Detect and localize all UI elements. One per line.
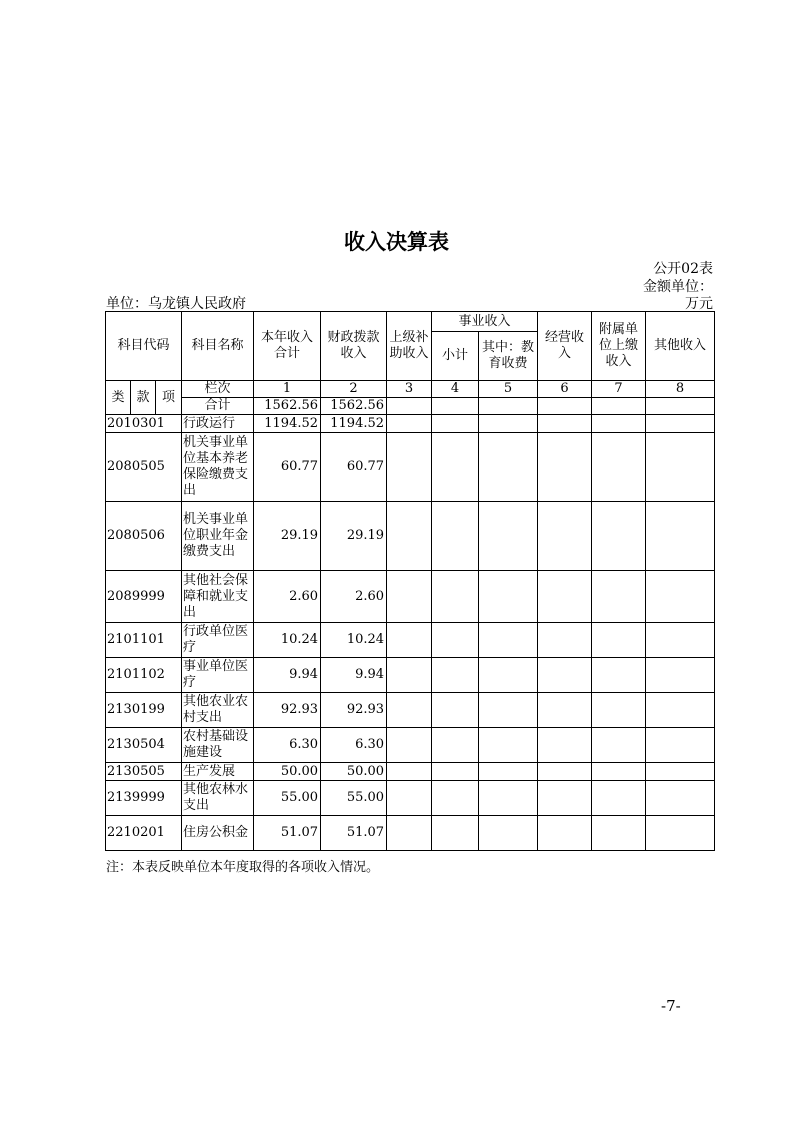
fiscal-allocation-value: 1194.52 [321,415,387,433]
header-operating-income: 经营收入 [538,312,592,381]
table-row [106,571,715,623]
subject-code: 2010301 [106,415,182,433]
subject-code: 2089999 [106,571,182,623]
subject-name: 机关事业单位职业年金缴费支出 [182,502,254,571]
total-income-value: 2.60 [254,571,321,623]
header-superior-subsidy: 上级补助收入 [387,312,432,381]
subject-name: 行政单位医疗 [182,623,254,658]
subject-code: 2101101 [106,623,182,658]
col-number-8: 8 [646,381,715,398]
table-row [106,658,715,693]
fiscal-allocation-value: 6.30 [321,728,387,763]
table-note: 注：本表反映单位本年度取得的各项收入情况。 [106,860,380,875]
header-total-income: 本年收入合计 [254,312,321,381]
subject-code: 2080506 [106,502,182,571]
total-income-value: 1562.56 [254,398,321,415]
header-education-fee: 其中：教育收费 [479,332,538,381]
column-index-row [106,381,715,398]
subject-name: 农村基础设施建设 [182,728,254,763]
table-row [106,415,715,433]
header-subject-code: 科目代码 [106,312,182,381]
subject-code: 2130504 [106,728,182,763]
organization-label: 单位：乌龙镇人民政府 [106,296,246,312]
amount-unit-label: 金额单位： [643,279,713,295]
income-table [105,311,715,851]
header-affiliated-income: 附属单位上缴收入 [592,312,646,381]
table-row [106,693,715,728]
total-fiscal-value: 1562.56 [321,398,387,415]
page-number: -7- [661,997,681,1015]
col-number-2: 2 [321,381,387,398]
fiscal-allocation-value: 92.93 [321,693,387,728]
header-column-index: 栏次 [182,381,254,398]
header-other-income: 其他收入 [646,312,715,381]
header-subject-name: 科目名称 [182,312,254,381]
fiscal-allocation-value: 29.19 [321,502,387,571]
subject-name: 机关事业单位基本养老保险缴费支出 [182,433,254,502]
subject-name: 事业单位医疗 [182,658,254,693]
col-number-5: 5 [479,381,538,398]
fiscal-allocation-value: 2.60 [321,571,387,623]
table-row [106,433,715,502]
total-income-value: 10.24 [254,623,321,658]
header-business-income: 事业收入 [432,312,538,332]
fiscal-allocation-value: 9.94 [321,658,387,693]
header-section: 款 [131,381,156,415]
total-label: 合计 [182,398,254,415]
table-row [106,781,715,816]
header-fiscal-allocation: 财政拨款收入 [321,312,387,381]
total-income-value: 60.77 [254,433,321,502]
header-item: 项 [156,381,182,415]
col-number-3: 3 [387,381,432,398]
subject-code: 2080505 [106,433,182,502]
subject-code: 2139999 [106,781,182,816]
total-income-value: 6.30 [254,728,321,763]
total-income-value: 9.94 [254,658,321,693]
col-number-1: 1 [254,381,321,398]
subject-name: 其他农业农村支出 [182,693,254,728]
table-row [106,623,715,658]
subject-name: 生产发展 [182,763,254,781]
amount-unit-value: 万元 [685,296,713,312]
table-title: 收入决算表 [344,230,449,254]
table-row [106,728,715,763]
subject-code: 2210201 [106,816,182,851]
fiscal-allocation-value: 60.77 [321,433,387,502]
subject-name: 行政运行 [182,415,254,433]
table-row [106,816,715,851]
total-income-value: 1194.52 [254,415,321,433]
header-subtotal: 小计 [432,332,479,381]
header-row-1 [106,312,715,332]
subject-code: 2101102 [106,658,182,693]
col-number-6: 6 [538,381,592,398]
total-income-value: 50.00 [254,763,321,781]
subject-name: 其他社会保障和就业支出 [182,571,254,623]
header-class: 类 [106,381,131,415]
total-income-value: 51.07 [254,816,321,851]
total-income-value: 92.93 [254,693,321,728]
subject-name: 住房公积金 [182,816,254,851]
fiscal-allocation-value: 51.07 [321,816,387,851]
fiscal-allocation-value: 50.00 [321,763,387,781]
col-number-4: 4 [432,381,479,398]
fiscal-allocation-value: 55.00 [321,781,387,816]
total-income-value: 29.19 [254,502,321,571]
subject-code: 2130199 [106,693,182,728]
fiscal-allocation-value: 10.24 [321,623,387,658]
form-number: 公开02表 [653,261,713,277]
col-number-7: 7 [592,381,646,398]
subject-name: 其他农林水支出 [182,781,254,816]
table-row [106,502,715,571]
subject-code: 2130505 [106,763,182,781]
table-row [106,763,715,781]
total-row [106,398,715,415]
total-income-value: 55.00 [254,781,321,816]
